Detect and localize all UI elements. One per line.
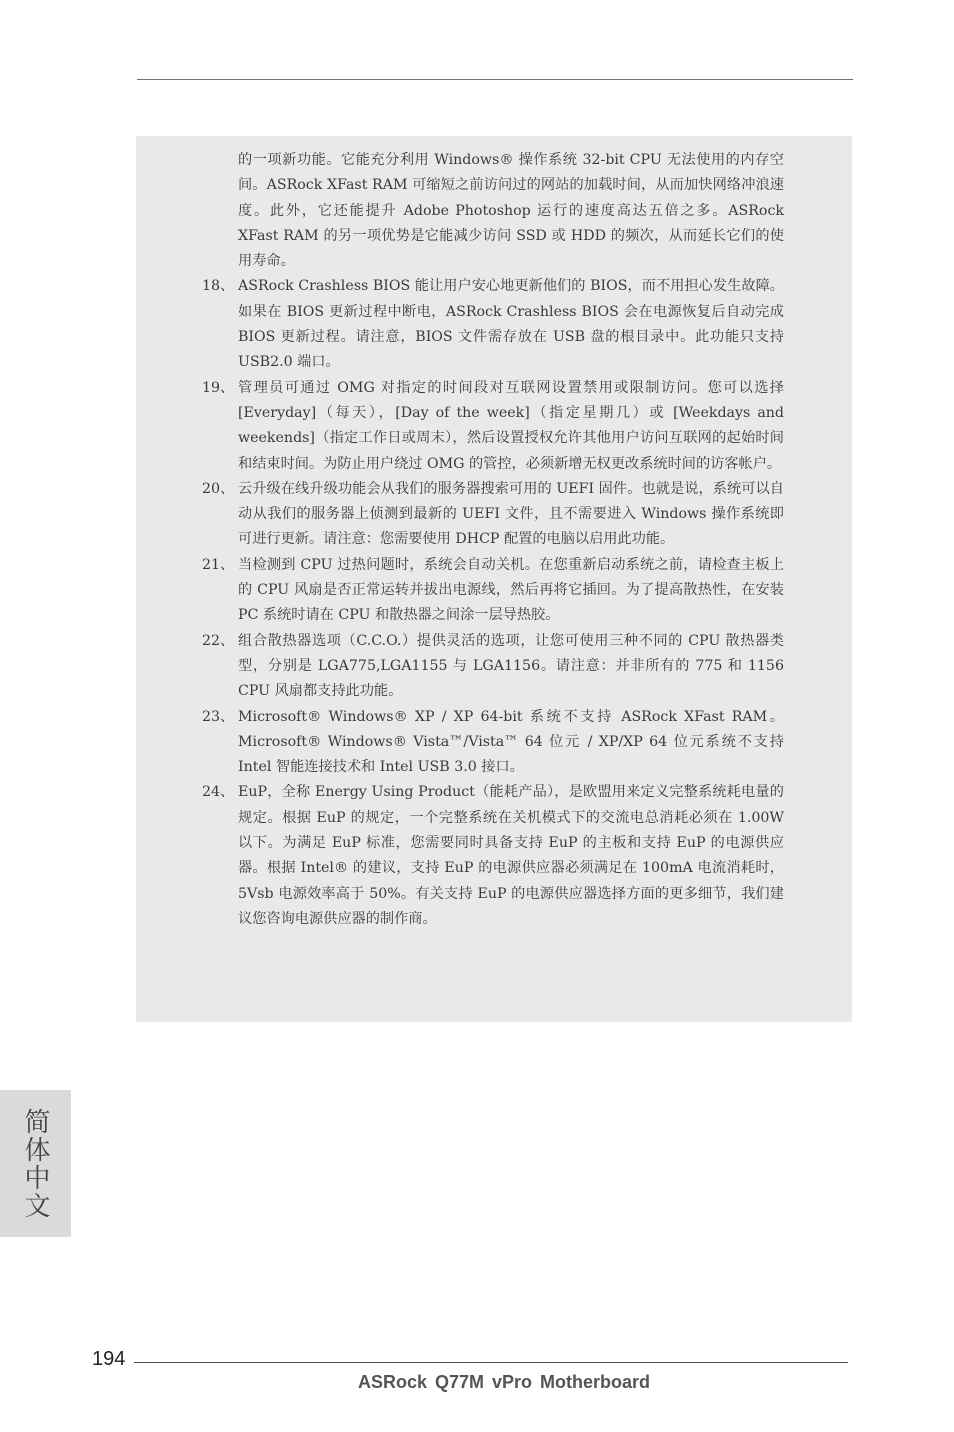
list-item-23: [202, 705, 784, 781]
list-item-19: [202, 376, 784, 477]
item-number: 18、: [202, 278, 235, 295]
item-number: 21、: [202, 556, 235, 573]
item-text: EuP，全称 Energy Using Product（能耗产品），是欧盟用来定义完整系统耗电量的规定。根据 EuP 的规定，一个完整系统在关机模式下的交流电总消耗必须在 1.00W 以下。为满足 EuP 标准，您需要同时具备支持 EuP 的主板和支持 EuP 的电源供应器。根据 Intel® 的建议，支持 EuP 的电源供应器必须满足在 100mA 电流消耗时，5Vsb 电源效率高于 50%。有关支持 EuP 的电源供应器选择方面的更多细节，我们建议您咨询电源供应器的制作商。: [238, 784, 784, 927]
list-item-18: [202, 274, 784, 375]
item-number: 19、: [202, 379, 235, 396]
item-text: 组合散热器选项（C.C.O.）提供灵活的选项，让您可使用三种不同的 CPU 散热器类型，分别是 LGA775,LGA1155 与 LGA1156。请注意：并非所有的 775 和 1156 CPU 风扇都支持此功能。: [238, 632, 784, 700]
list-item-21: [202, 553, 784, 629]
language-label: 简体中文: [20, 1107, 50, 1220]
intro-paragraph: 的一项新功能。它能充分利用 Windows® 操作系统 32-bit CPU 无法使用的内存空间。ASRock XFast RAM 可缩短之前访问过的网站的加载时间，从而加快网络冲浪速度。此外，它还能提升 Adobe Photoshop 运行的速度高达五倍之多。ASRock XFast RAM 的另一项优势是它能减少访问 SSD 或 HDD 的频次，从而延长它们的使用寿命。: [238, 152, 784, 270]
item-text: 当检测到 CPU 过热问题时，系统会自动关机。在您重新启动系统之前，请检查主板上的 CPU 风扇是否正常运转并拔出电源线，然后再将它插回。为了提高散热性，在安装 PC 系统时请在 CPU 和散热器之间涂一层导热胶。: [238, 556, 784, 624]
list-item-20: [202, 477, 784, 553]
feature-notes: [202, 148, 784, 932]
item-number: 24、: [202, 784, 235, 801]
item-number: 22、: [202, 632, 235, 649]
item-text: ASRock Crashless BIOS 能让用户安心地更新他们的 BIOS，而不用担心发生故障。如果在 BIOS 更新过程中断电，ASRock Crashless BIOS 会在电源恢复后自动完成 BIOS 更新过程。请注意，BIOS 文件需存放在 USB 盘的根目录中。此功能只支持 USB2.0 端口。: [238, 278, 784, 371]
page-number: 194: [92, 1348, 126, 1370]
item-number: 20、: [202, 480, 235, 497]
language-side-tab: [0, 1090, 71, 1237]
list-item-22: [202, 629, 784, 705]
item-number: 23、: [202, 708, 235, 725]
top-divider: [137, 79, 853, 80]
item-text: 云升级在线升级功能会从我们的服务器搜索可用的 UEFI 固件。也就是说，系统可以自动从我们的服务器上侦测到最新的 UEFI 文件，且不需要进入 Windows 操作系统即可进行更新。请注意：您需要使用 DHCP 配置的电脑以启用此功能。: [238, 480, 784, 548]
footer-title: ASRock Q77M vPro Motherboard: [357, 1372, 651, 1392]
footer-divider: [134, 1362, 848, 1363]
item-text: 管理员可通过 OMG 对指定的时间段对互联网设置禁用或限制访问。您可以选择 [Everyday]（每天），[Day of the week]（指定星期几）或 [Weekdays and weekends]（指定工作日或周末），然后设置授权允许其他用户访问互联网的起始时间和结束时间。为防止用户绕过 OMG 的管控，必须新增无权更改系统时间的访客帐户。: [238, 379, 784, 472]
item-text: Microsoft® Windows® XP / XP 64-bit 系统不支持 ASRock XFast RAM。Microsoft® Windows® Vista™/Vista™ 64 位元 / XP/XP 64 位元系统不支持 Intel 智能连接技术和 Intel USB 3.0 接口。: [238, 708, 784, 776]
list-item-24: [202, 780, 784, 932]
